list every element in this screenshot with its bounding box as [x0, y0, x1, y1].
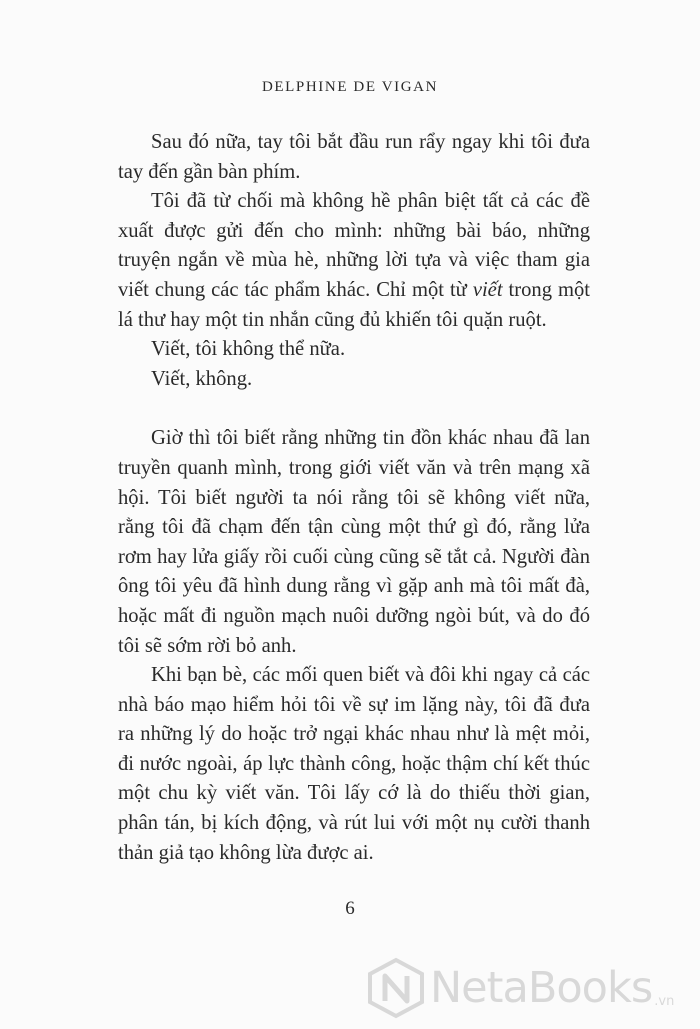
paragraph	[118, 187, 590, 335]
paragraph: Giờ thì tôi biết rằng những tin đồn khác nhau đã lan truyền quanh mình, trong giới viết văn và trên mạng xã hội. Tôi biết người ta nói rằng tôi sẽ không viết nữa, rằng tôi đã chạm đến tận cùng một thứ gì đó, rằng lửa rơm hay lửa giấy rồi cuối cùng cũng sẽ tắt cả. Người đàn ông tôi yêu đã hình dung rằng vì gặp anh mà tôi mất đà, hoặc mất đi nguồn mạch nuôi dưỡng ngòi bút, và do đó tôi sẽ sớm rời bỏ anh.	[118, 427, 590, 657]
watermark-text: NetaBooks	[430, 963, 653, 1013]
italic-word: viết	[472, 278, 503, 301]
paragraph: Sau đó nữa, tay tôi bắt đầu run rẩy ngay khi tôi đưa tay đến gần bàn phím.	[118, 131, 590, 183]
watermark	[366, 953, 696, 1023]
paragraph: Viết, không.	[151, 367, 253, 390]
paragraph: Viết, tôi không thể nữa.	[151, 338, 346, 361]
page-body	[118, 128, 590, 868]
paragraph-text: Tôi đã từ chối mà không hề phân biệt tất cả các đề xuất được gửi đến cho mình: những bài báo, những truyện ngắn về mùa hè, những lời tựa và việc tham gia viết chung các tác phẩm khác. Chỉ một từ	[118, 190, 590, 301]
watermark-tld: .vn	[654, 994, 675, 1009]
paragraph-text: trong một lá thư hay một tin nhắn cũng đủ khiến tôi quặn ruột.	[118, 278, 590, 331]
section-break	[118, 394, 590, 424]
page-number: 6	[345, 898, 355, 919]
netabooks-n-logo-icon	[366, 957, 426, 1019]
running-header-author: DELPHINE DE VIGAN	[261, 79, 439, 95]
paragraph: Khi bạn bè, các mối quen biết và đôi khi ngay cả các nhà báo mạo hiểm hỏi tôi về sự im lặng này, tôi đã đưa ra những lý do hoặc trở ngại khác nhau như là mệt mỏi, đi nước ngoài, áp lực thành công, hoặc thậm chí kết thúc một chu kỳ viết văn. Tôi lấy cớ là do thiếu thời gian, phân tán, bị kích động, và rút lui với một nụ cười thanh thản giả tạo không lừa được ai.	[118, 664, 590, 864]
